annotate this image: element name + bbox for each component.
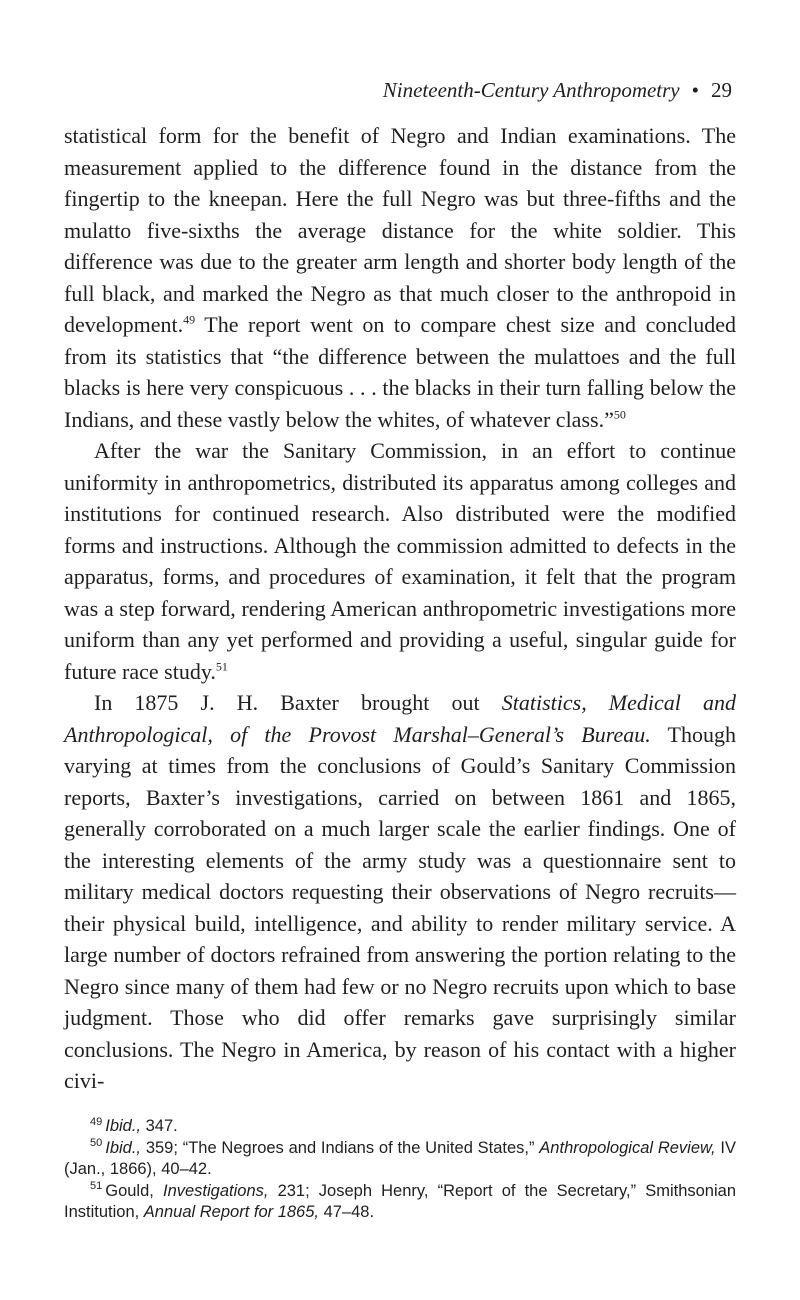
footnote-51-report: Annual Report for 1865, — [143, 1203, 319, 1221]
footnote-50-text: 359; “The Negroes and Indians of the United States,” — [141, 1138, 540, 1157]
paragraph-2 — [64, 435, 736, 687]
footnote-49-ibid: Ibid., — [105, 1117, 142, 1135]
paragraph-2-text: After the war the Sanitary Commission, in an effort to continue uniformity in anthropometrics, distributed its apparatus among colleges and institutions for continued research. Also distributed were the modified forms and instructions. Although the commission admitted to defects in the apparatus, forms, and procedures of examination, it felt that the program was a step forward, rendering American anthropometric investigations more uniform than any yet performed and providing a useful, singular guide for future race study. — [64, 438, 736, 684]
footnote-50-mark: 50 — [90, 1137, 103, 1149]
paragraph-1-text-b: The report went on to compare chest size and concluded from its statistics that “the difference between the mulattoes and the full blacks is here very conspicuous . . . the blacks in their turn falling below the Indians, and these vastly below the whites, of whatever class.” — [64, 312, 736, 432]
paragraph-1 — [64, 120, 736, 435]
book-title: Statistics, Medical and Anthropological, of the Provost Marshal–General’s Bureau. — [64, 690, 737, 747]
footnote-51-text: 231; Joseph Henry, “Report of the Secretary,” Smithsonian Institution, — [64, 1181, 736, 1221]
footnote-50 — [64, 1138, 736, 1181]
page-number: 29 — [711, 78, 732, 102]
footnote-51-pages: 47–48. — [319, 1203, 375, 1221]
paragraph-3-text-b: Though varying at times from the conclusions of Gould’s Sanitary Commission reports, Baxter’s investigations, carried on between 1861 and 1865, generally corroborated on a much larger scale the earlier findings. One of the interesting elements of the army study was a questionnaire sent to military medical doctors requesting their observations of Negro recruits—their physical build, intelligence, and ability to render military service. A large number of doctors refrained from answering the portion relating to the Negro since many of them had few or no Negro recruits upon which to base judgment. Those who did offer remarks gave surprisingly similar conclusions. The Negro in America, by reason of his contact with a higher civi- — [64, 721, 736, 1093]
footnote-49-mark: 49 — [90, 1115, 103, 1128]
footnote-50-ibid: Ibid., — [105, 1138, 142, 1157]
footnote-ref-50[interactable]: 50 — [613, 407, 626, 422]
footnote-51-work: Investigations, — [162, 1181, 269, 1200]
footnote-50-journal: Anthropological Review, — [539, 1138, 716, 1157]
footnote-50-citation: IV (Jan., 1866), 40–42. — [64, 1138, 736, 1178]
footnote-ref-49[interactable]: 49 — [183, 312, 196, 327]
body-text — [64, 120, 736, 1097]
footnote-51 — [64, 1181, 736, 1224]
paragraph-1-text-a: statistical form for the benefit of Negro and Indian examinations. The measurement applied to the difference found in the distance from the fingertip to the kneepan. Here the full Negro was but three-fifths and the mulatto five-sixths the average distance for the white soldier. This difference was due to the greater arm length and shorter body length of the full black, and marked the Negro as that much closer to the anthropoid in development. — [64, 123, 736, 337]
footnote-49 — [64, 1116, 736, 1138]
running-head — [383, 76, 732, 104]
footnote-ref-51[interactable]: 51 — [215, 659, 228, 674]
running-head-title: Nineteenth-Century Anthropometry — [382, 78, 680, 102]
paragraph-3-text-a: In 1875 J. H. Baxter brought out — [94, 690, 502, 715]
paragraph-3 — [64, 687, 736, 1097]
footnotes — [64, 1116, 736, 1224]
running-head-separator: • — [691, 78, 699, 102]
footnote-51-mark: 51 — [90, 1180, 103, 1192]
footnote-51-author: Gould, — [105, 1181, 163, 1200]
footnote-49-text: 347. — [141, 1117, 178, 1135]
